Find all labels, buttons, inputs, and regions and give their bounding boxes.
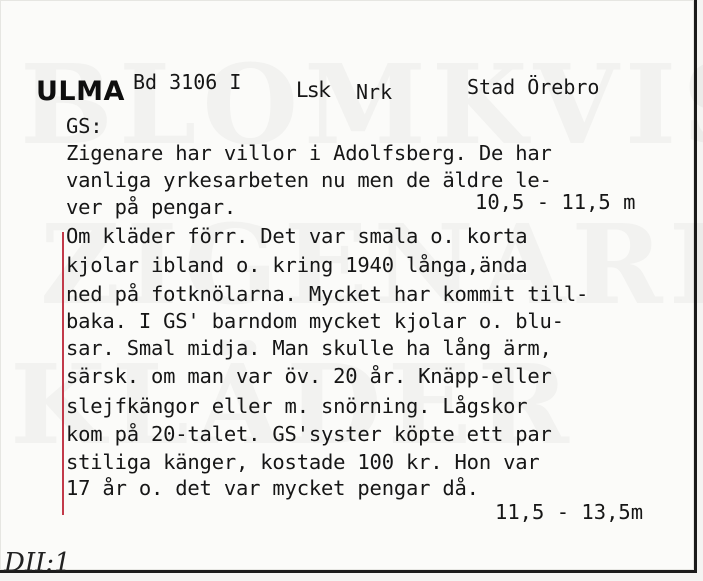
recording-measure: 11,5 - 13,5m [495, 500, 644, 524]
handwritten-reference: DII:1 [4, 548, 71, 578]
record-number: Bd 3106 I [133, 70, 242, 94]
recording-measure: 10,5 - 11,5 m [475, 190, 636, 214]
text-line: slejfkängor eller m. snörning. Lågskor [66, 394, 528, 418]
margin-marker [62, 232, 64, 515]
text-line: kjolar ibland o. kring 1940 långa,ända [66, 253, 528, 277]
text-line: särsk. om man var öv. 20 år. Knäpp-eller [66, 364, 552, 388]
province-code: Nrk [356, 80, 393, 104]
text-line: sar. Smal midja. Man skulle ha lång ärm, [66, 336, 552, 360]
text-line: kom på 20-talet. GS'syster köpte ett par [66, 422, 552, 446]
text-line: Om kläder förr. Det var smala o. korta [66, 224, 528, 248]
text-line: 17 år o. det var mycket pengar då. [66, 476, 479, 500]
place-name: Stad Örebro [467, 75, 600, 99]
archive-name: ULMA [36, 76, 125, 107]
region-code: Lsk [296, 78, 331, 102]
informant-label: GS: [66, 114, 103, 138]
text-line: Zigenare har villor i Adolfsberg. De har [66, 141, 552, 165]
text-line: stiliga känger, kostade 100 kr. Hon var [66, 450, 540, 474]
text-line: ned på fotknölarna. Mycket har kommit till- [66, 282, 589, 306]
text-line: baka. I GS' barndom mycket kjolar o. blu- [66, 309, 564, 333]
text-line: vanliga yrkesarbeten nu men de äldre le- [66, 168, 552, 192]
text-line: ver på pengar. [66, 195, 236, 219]
